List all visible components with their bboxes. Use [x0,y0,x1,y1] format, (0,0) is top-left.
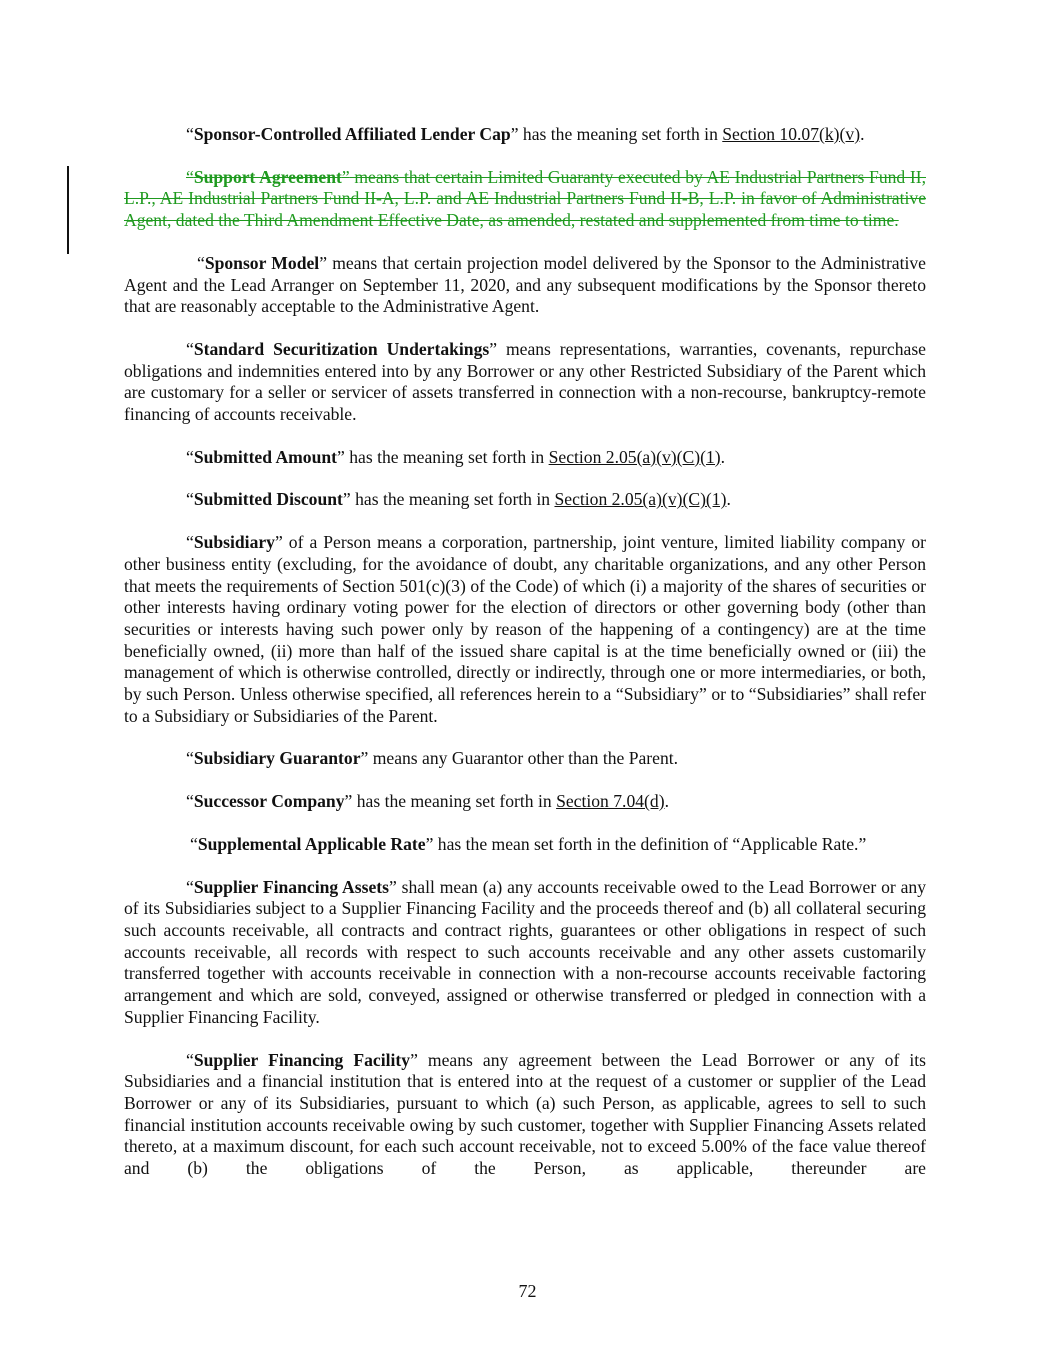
defined-term: Submitted Discount [193,489,343,510]
definition-supplier-financing-assets: “Supplier Financing Assets” shall mean (a) any accounts receivable owed to the Lead Borrower or any of its Subsidiaries subject to a Supplier Financing Facility and the proceeds thereof and (b) all collateral securing such accounts receivable, all contracts and contract rights, guarantees or other obligations in respect of such accounts receivable, all records with respect to such accounts receivable and any other assets customarily transferred together with accounts receivable in connection with a non-recourse accounts receivable factoring arrangement and which are sold, conveyed, assigned or otherwise transferred or pledged in connection with a Supplier Financing Facility. [124,876,926,1027]
defined-term: Sponsor Model [204,252,320,273]
defined-term: Supplier Financing Facility [193,1049,411,1070]
defined-term: Subsidiary [193,532,275,553]
defined-term: Subsidiary Guarantor [193,748,361,769]
definition-subsidiary: “Subsidiary” of a Person means a corporation, partnership, joint venture, limited liability company or other business entity (excluding, for the avoidance of doubt, any charitable organizations, and any other Person that meets the requirements of Section 501(c)(3) of the Code) of which (i) a majority of the shares of securities or other interests having ordinary voting power for the election of directors or other governing body (other than securities or interests having such power only by reason of the happening of a contingency) are at the time beneficially owned, (ii) more than half of the issued share capital is at the time beneficially owned or (iii) the management of which is otherwise controlled, directly or indirectly, through one or more intermediaries, or both, by such Person. Unless otherwise specified, all references herein to a “Subsidiary” or to “Subsidiaries” shall refer to a Subsidiary or Subsidiaries of the Parent. [124,532,926,726]
definition-supplier-financing-facility: “Supplier Financing Facility” means any agreement between the Lead Borrower or any of its Subsidiaries and a financial institution that is entered into at the request of a customer or supplier of the Lead Borrower or any of its Subsidiaries, pursuant to which (a) such Person, as applicable, agrees to sell to such financial institution accounts receivable owing by such customer, together with Supplier Financing Assets related thereto, at a maximum discount, for each such account receivable, not to exceed 5.00% of the face value thereof and (b) the obligations of the Person, as applicable, thereunder are [124,1049,926,1179]
defined-term: Successor Company [193,791,345,812]
definition-successor-company: “Successor Company” has the meaning set forth in Section 7.04(d). [186,791,669,812]
defined-term: Submitted Amount [193,446,338,467]
section-reference-link[interactable]: Section 7.04(d) [556,791,665,812]
definition-submitted-amount: “Submitted Amount” has the meaning set forth in Section 2.05(a)(v)(C)(1). [186,446,725,467]
page-number: 72 [518,1281,537,1301]
definition-supplemental-applicable-rate: “Supplemental Applicable Rate” has the mean set forth in the definition of “Applicable Rate.” [190,833,867,854]
defined-term: Supplemental Applicable Rate [197,833,426,854]
document-page [124,124,926,1201]
defined-term: Standard Securitization Undertakings [193,338,490,359]
defined-term: Supplier Financing Assets [193,876,389,897]
section-reference-link[interactable]: Section 2.05(a)(v)(C)(1) [554,489,727,510]
definition-submitted-discount: “Submitted Discount” has the meaning set forth in Section 2.05(a)(v)(C)(1). [186,489,731,510]
section-reference-link[interactable]: Section 2.05(a)(v)(C)(1) [548,446,721,467]
definition-subsidiary-guarantor: “Subsidiary Guarantor” means any Guarantor other than the Parent. [186,748,679,769]
definition-sponsor-model: “Sponsor Model” means that certain projection model delivered by the Sponsor to the Administrative Agent and the Lead Arranger on September 11, 2020, and any subsequent modifications by the Sponsor thereto that are reasonably acceptable to the Administrative Agent. [124,252,926,317]
defined-term: Support Agreement [193,166,342,187]
change-bar [67,166,69,254]
section-reference-link[interactable]: Section 10.07(k)(v) [722,124,861,144]
definition-standard-securitization-undertakings: “Standard Securitization Undertakings” means representations, warranties, covenants, repurchase obligations and indemnities entered into by any Borrower or any other Restricted Subsidiary of the Parent which are customary for a seller or servicer of assets transferred in connection with a non-recourse, bankruptcy-remote financing of accounts receivable. [124,338,926,425]
definition-support-agreement-deleted: “Support Agreement” means that certain Limited Guaranty executed by AE Industrial Partners Fund II, L.P., AE Industrial Partners Fund II-A, L.P. and AE Industrial Partners Fund II-B, L.P. in favor of Administrative Agent, dated the Third Amendment Effective Date, as amended, restated and supplemented from time to time. [124,166,926,231]
defined-term: Sponsor-Controlled Affiliated Lender Cap [193,124,511,144]
definition-sponsor-controlled-affiliated-lender-cap: “Sponsor-Controlled Affiliated Lender Cap” has the meaning set forth in Section 10.07(k)(v). [186,124,865,144]
